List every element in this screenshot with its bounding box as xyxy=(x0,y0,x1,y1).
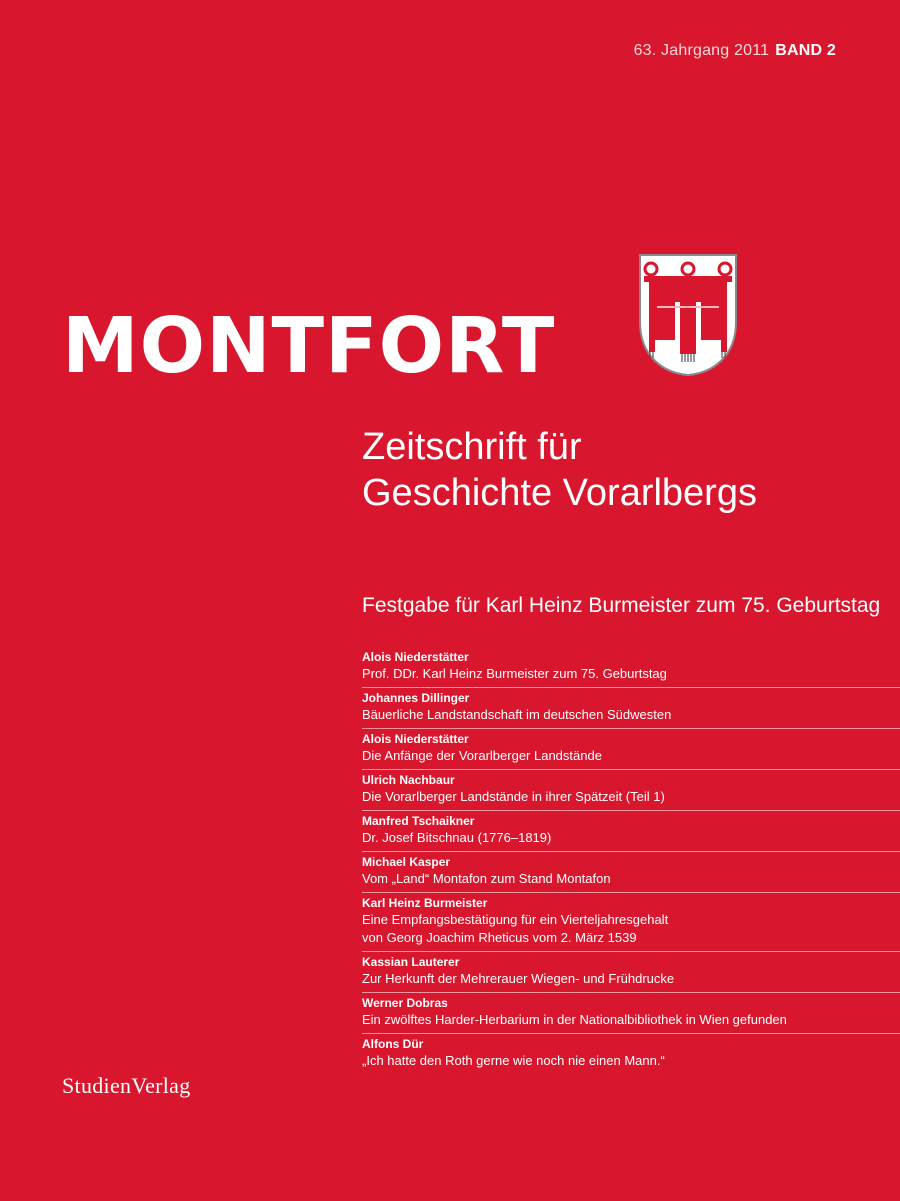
toc-author: Alfons Dür xyxy=(362,1037,424,1051)
toc-title: Die Vorarlberger Landstände in ihrer Spätzeit (Teil 1) xyxy=(362,789,665,804)
toc-author: Michael Kasper xyxy=(362,855,451,869)
festgabe-heading: Festgabe für Karl Heinz Burmeister zum 75. Geburtstag xyxy=(362,594,881,617)
publisher-name-part-1: Studien xyxy=(62,1073,132,1098)
toc-author: Johannes Dillinger xyxy=(362,691,470,705)
toc-author: Ulrich Nachbaur xyxy=(362,773,455,787)
toc-title: „Ich hatte den Roth gerne wie noch nie einen Mann.“ xyxy=(362,1053,665,1068)
volume-year: 63. Jahrgang 2011 xyxy=(633,42,770,59)
toc-author: Kassian Lauterer xyxy=(362,955,460,969)
toc-author: Werner Dobras xyxy=(362,996,448,1010)
toc-title: Vom „Land“ Montafon zum Stand Montafon xyxy=(362,871,611,886)
toc-title-continued: von Georg Joachim Rheticus vom 2. März 1539 xyxy=(362,930,637,945)
toc-entry xyxy=(362,993,900,1034)
toc-author: Manfred Tschaikner xyxy=(362,814,475,828)
toc-title: Ein zwölftes Harder-Herbarium in der Nationalbibliothek in Wien gefunden xyxy=(362,1012,787,1027)
vorarlberg-coat-of-arms-icon xyxy=(637,252,739,378)
toc-title: Dr. Josef Bitschnau (1776–1819) xyxy=(362,830,552,845)
toc-entry xyxy=(362,688,900,729)
subtitle-line-2: Geschichte Vorarlbergs xyxy=(362,472,757,514)
toc-entry xyxy=(362,770,900,811)
toc-title: Zur Herkunft der Mehrerauer Wiegen- und Frühdrucke xyxy=(362,971,675,986)
publisher-name-part-2: Verlag xyxy=(131,1073,191,1098)
journal-subtitle xyxy=(362,424,757,516)
toc-entry xyxy=(362,647,900,688)
toc-title: Bäuerliche Landstandschaft im deutschen Südwesten xyxy=(362,707,672,722)
subtitle-line-1: Zeitschrift für xyxy=(362,426,582,468)
toc-entry xyxy=(362,729,900,770)
toc-author: Karl Heinz Burmeister xyxy=(362,896,488,910)
toc-title: Eine Empfangsbestätigung für ein Vierteljahresgehalt xyxy=(362,912,669,927)
toc-entry xyxy=(362,852,900,893)
volume-band: BAND 2 xyxy=(775,42,836,59)
toc-entry xyxy=(362,1034,900,1074)
toc-title: Prof. DDr. Karl Heinz Burmeister zum 75. Geburtstag xyxy=(362,666,667,681)
journal-title: MONTFORT xyxy=(62,302,556,391)
toc-entry xyxy=(362,952,900,993)
publisher-logo xyxy=(62,1073,191,1099)
volume-info xyxy=(634,42,836,60)
toc-author: Alois Niederstätter xyxy=(362,732,469,746)
toc-author: Alois Niederstätter xyxy=(362,650,469,664)
toc-entry xyxy=(362,893,900,952)
toc-entry xyxy=(362,811,900,852)
toc-title: Die Anfänge der Vorarlberger Landstände xyxy=(362,748,602,763)
table-of-contents xyxy=(362,647,900,1074)
